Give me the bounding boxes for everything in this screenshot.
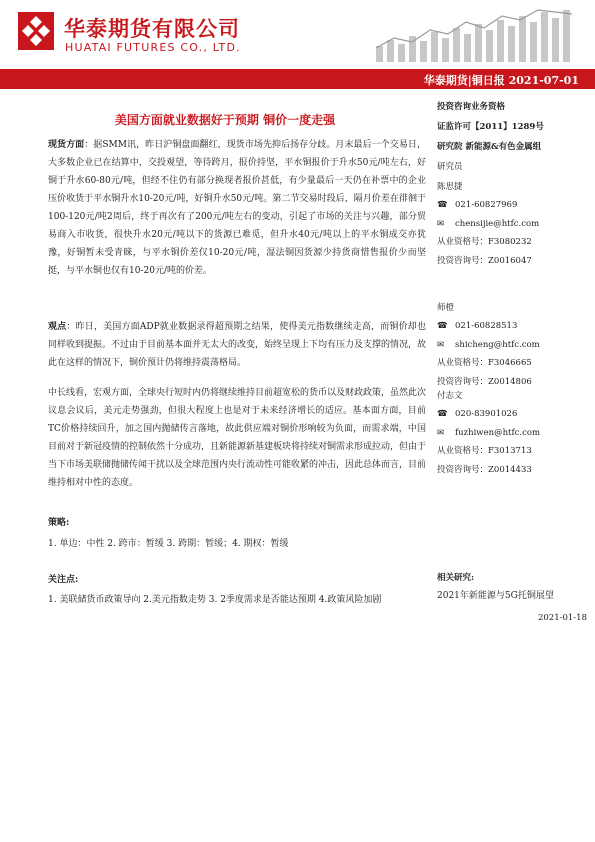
analyst-name: 付志文 (437, 391, 463, 401)
analyst-phone: 020-83901026 (455, 409, 518, 420)
analyst-card (437, 299, 540, 391)
report-title: 美国方面就业数据好于预期 铜价一度走强 (114, 113, 336, 127)
analyst-advisory-no: 投资咨询号：Z0014433 (437, 464, 532, 475)
email-icon: ✉ (437, 339, 445, 350)
viewpoint-label: 观点 (48, 322, 67, 332)
analyst-card (437, 387, 540, 479)
phone-icon: ☎ (437, 200, 448, 211)
brand-name-en: HUATAI FUTURES CO., LTD. (65, 41, 241, 54)
sidebar-dept: 投资咨询业务资格 (437, 102, 506, 112)
analyst-qualification: 从业资格号：F3046665 (437, 358, 532, 369)
sidebar-team: 研究院 新能源&有色金属组 (437, 142, 542, 152)
analyst-advisory-no: 投资咨询号：Z0016047 (437, 255, 532, 266)
related-label: 相关研究: (437, 573, 475, 583)
sidebar-license: 证监许可【2011】1289号 (437, 122, 544, 132)
spot-market-paragraph (48, 136, 426, 280)
long-term-paragraph: 中长线看，宏观方面，全球央行短时内仍将继续维持目前超宽松的货币以及财政政策，虽然此次议息会议后，美元走势强劲，但很大程度上也是对于未来经济增长的适应。基本面方面，目前TC价格持续回升，加之国内抛储传言落地，故此供应端对铜价形响较为负面，而需求端，中国目前对于新冠疫情的控制依然十分成功，且新能源新基建板块将持续对铜需求形成拉动，但由于当下市场美联储抛储传闻干扰以及全球范围内央行流动性可能收紧的冲击，因此总体而言，目前维持相对中性的态度。 (48, 388, 427, 488)
analyst-email[interactable]: fuzhiwen@htfc.com (455, 427, 541, 438)
spot-text: ：据SMM讯，昨日沪铜盘面翻红，现货市场先抑后扬存分歧。月末最后一个交易日，大多数企业已在结算中，交投观望，等待跨月，报价持坚，平水铜报价于升水50元/吨左右，好铜于升水60-80元/吨，但经不住仍有部分换现者报价甚低，有少量最后一天仍在补票中的企业压价收货于平水铜升水10-20元/吨，好铜升水50元/吨。第二节交易时段后，隔月价差在徘徊于100-120元/吨2周后，终于再次有了200元/吨左右的变动，引起了市场的关注与兴趣，部分贸易商入市收货，很快升水20元/吨以下的货源已难觅，但升水40元/吨以上的平水铜成交亦犹豫，好铜暂未受青睐，与平水铜价差仅10-20元/吨，湿法铜因货源少持货商惜售报价少而坚挺，与平水铜也仅有10-20元/吨的价差。 (48, 140, 426, 276)
analyst-name: 陈思捷 (437, 182, 463, 192)
viewpoint-text: ：昨日，美国方面ADP就业数据录得超预期之结果，使得美元指数继续走高，而铜价却也同样收到提振。不过由于目前基本面并无太大的改变，始终呈现上下均有压力及支撑的情况，故此在这样的情况下，铜价预计仍将维持震荡格局。 (48, 322, 427, 368)
strategy-label: 策略: (48, 518, 70, 528)
analyst-phone: 021-60827969 (455, 200, 518, 211)
viewpoint-paragraph (48, 318, 426, 372)
analyst-name: 师橙 (437, 303, 455, 313)
focus-label: 关注点: (48, 575, 79, 585)
related-research (437, 572, 587, 625)
analyst-qualification: 从业资格号：F3013713 (437, 446, 532, 457)
analyst-card (437, 178, 539, 270)
analyst-advisory-no: 投资咨询号：Z0014806 (437, 376, 532, 387)
analyst-email[interactable]: chensijie@htfc.com (455, 218, 540, 229)
related-report-date: 2021-01-18 (537, 613, 587, 623)
focus-text: 1. 美联储货币政策导向 2.美元指数走势 3. 2季度需求是否能达预期 4.政策风险加剧 (48, 595, 382, 605)
email-icon: ✉ (437, 218, 445, 229)
report-type-date: 华泰期货|铜日报 2021-07-01 (423, 74, 579, 87)
huatai-logo-icon (18, 12, 54, 50)
brand-name-cn: 华泰期货有限公司 (64, 17, 240, 41)
phone-icon: ☎ (437, 409, 448, 420)
spot-label: 现货方面 (48, 140, 85, 150)
related-report-link[interactable]: 2021年新能源与5G托铜展望 (437, 591, 554, 601)
sidebar-credentials (437, 101, 544, 181)
analyst-phone: 021-60828513 (455, 321, 518, 332)
analyst-email[interactable]: shicheng@htfc.com (455, 339, 540, 350)
analyst-qualification: 从业资格号：F3080232 (437, 237, 532, 248)
strategy-text: 1. 单边：中性 2. 跨市：暂缓 3. 跨期：暂缓；4. 期权：暂缓 (48, 539, 289, 549)
phone-icon: ☎ (437, 321, 448, 332)
email-icon: ✉ (437, 427, 445, 438)
decorative-bar-chart-icon (372, 8, 577, 62)
sidebar-role: 研究员 (437, 162, 463, 172)
